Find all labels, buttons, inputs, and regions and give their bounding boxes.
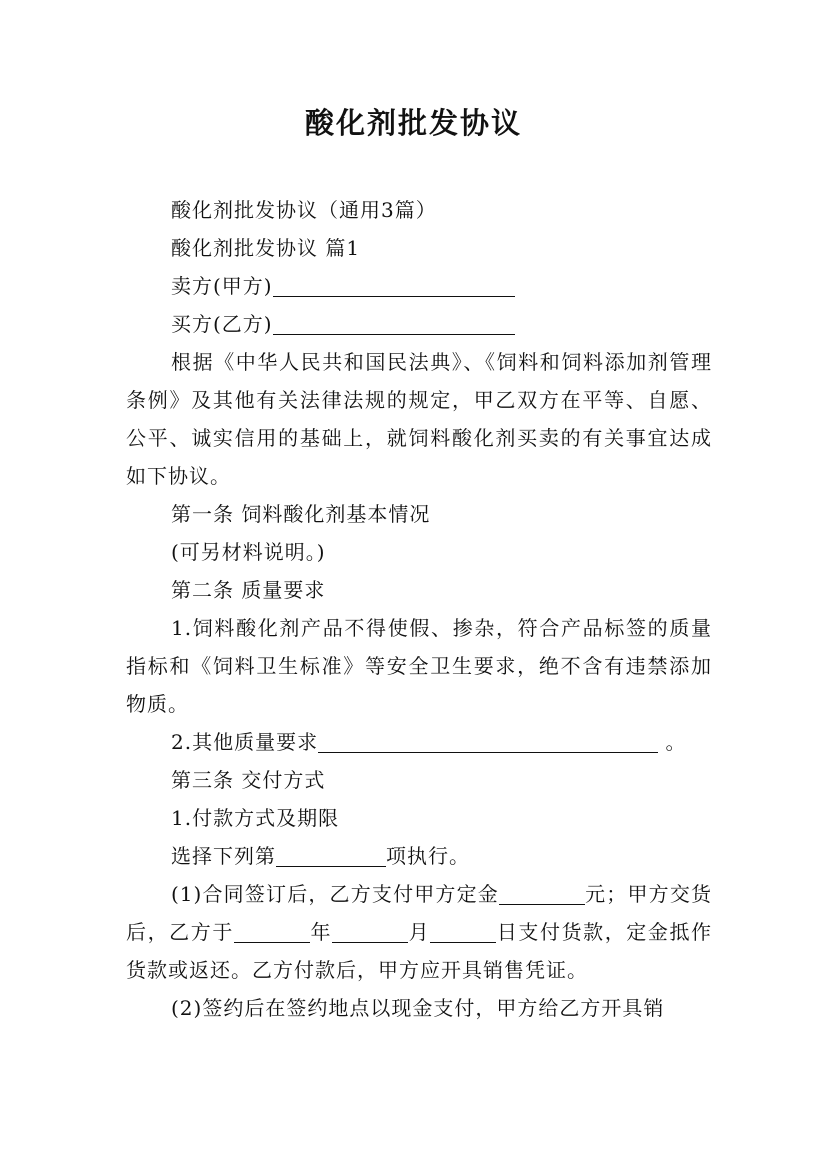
quality-blank — [318, 728, 658, 753]
item-blank — [276, 842, 386, 867]
deposit-blank — [499, 880, 585, 905]
paragraph: 酸化剂批发协议（通用3篇） — [171, 198, 437, 222]
text-segment: (1)合同签订后，乙方支付甲方定金 — [171, 882, 499, 906]
text-segment: 选择下列第 — [171, 844, 276, 868]
text-segment: 月 — [408, 920, 431, 944]
paragraph — [126, 305, 712, 343]
buyer-blank — [273, 310, 515, 335]
paragraph: (可另材料说明。) — [171, 540, 326, 564]
buyer-label: 买方(乙方) — [171, 312, 273, 336]
quality-label: 2.其他质量要求 — [171, 730, 319, 754]
text-segment: 日支付货款，定金抵作货款或返还。乙方付款后，甲方应开具销售凭证。 — [126, 920, 713, 982]
paragraph: 第三条 交付方式 — [171, 768, 326, 792]
quality-suffix: 。 — [658, 730, 687, 754]
paragraph: (2)签约后在签约地点以现金支付，甲方给乙方开具销 — [171, 996, 665, 1020]
paragraph — [126, 267, 712, 305]
paragraph: 第二条 质量要求 — [171, 578, 326, 602]
paragraph — [126, 723, 712, 761]
text-segment: 年 — [309, 920, 333, 944]
paragraph — [126, 875, 712, 989]
paragraph: 1.付款方式及期限 — [171, 806, 340, 830]
year-blank — [234, 918, 310, 943]
paragraph: 根据《中华人民共和国民法典》、《饲料和饲料添加剂管理条例》及其他有关法律法规的规定，甲乙双方在平等、自愿、公平、诚实信用的基础上，就饲料酸化剂买卖的有关事宜达成如下协议。 — [126, 350, 712, 488]
seller-label: 卖方(甲方) — [171, 274, 273, 298]
text-segment: 项执行。 — [386, 844, 470, 868]
document-body — [126, 191, 712, 1027]
paragraph: 酸化剂批发协议 篇1 — [171, 236, 361, 260]
paragraph — [126, 837, 712, 875]
month-blank — [332, 918, 408, 943]
day-blank — [430, 918, 496, 943]
paragraph: 第一条 饲料酸化剂基本情况 — [171, 502, 431, 526]
document-title: 酸化剂批发协议 — [304, 106, 522, 140]
text-segment: 元；甲方交货后，乙方于 — [126, 882, 712, 944]
seller-blank — [273, 272, 515, 297]
paragraph: 1.饲料酸化剂产品不得使假、掺杂，符合产品标签的质量指标和《饲料卫生标准》等安全卫生要求，绝不含有违禁添加物质。 — [126, 616, 712, 716]
